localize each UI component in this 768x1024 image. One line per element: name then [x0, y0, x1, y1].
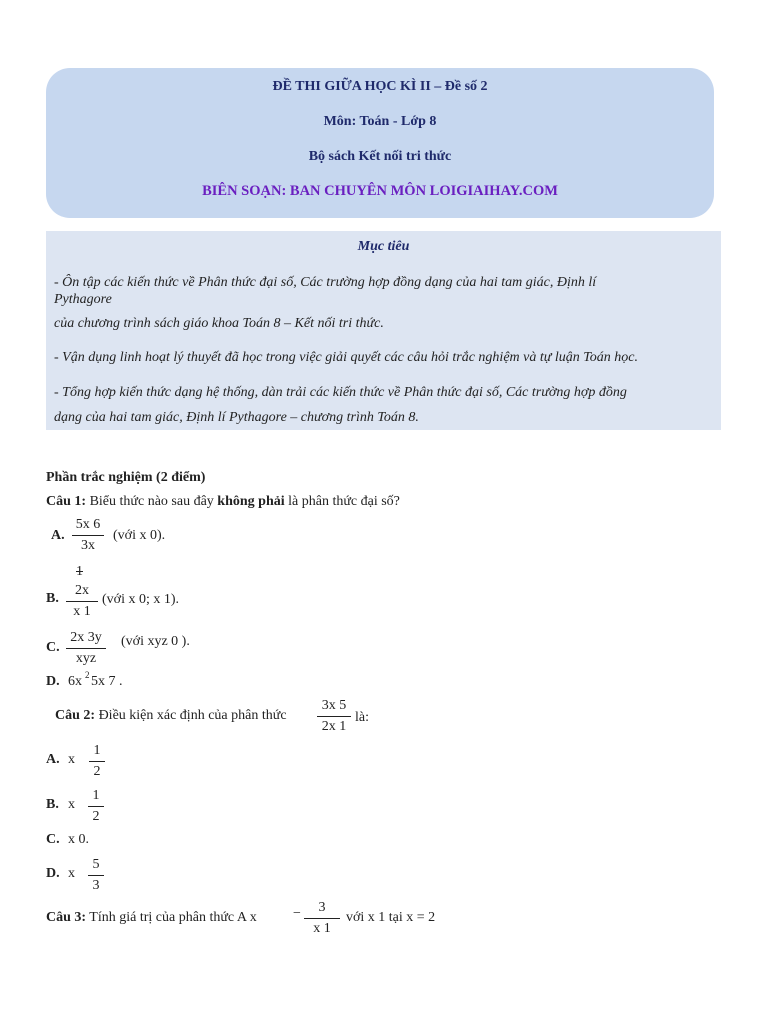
q1-b-den: x 1 [73, 604, 91, 619]
q1-label: Câu 1: [46, 494, 87, 509]
q2-a-num: 1 [93, 743, 101, 758]
fraction-bar [66, 601, 98, 602]
q1-d-expr: 6x [68, 674, 82, 689]
goal-3a: - Tổng hợp kiến thức dạng hệ thống, dàn trải các kiến thức về Phân thức đại số, Các trường hợp đồng [54, 385, 627, 400]
q1-a-fraction [72, 517, 104, 554]
q1-text-bold: không phải [217, 494, 285, 509]
q3-tail: với x 1 tại x = 2 [346, 910, 436, 925]
q2-d-fraction [88, 857, 104, 894]
q2-fraction [317, 698, 351, 735]
exam-subject: Môn: Toán - Lớp 8 [323, 114, 437, 129]
q1-c-fraction [66, 630, 106, 667]
q2-b-den: 2 [92, 809, 100, 824]
q2-d-den: 3 [92, 878, 100, 893]
fraction-bar [317, 716, 351, 717]
q1-c-letter: C. [46, 640, 60, 655]
q2-c-letter: C. [46, 832, 60, 847]
goal-1a: - Ôn tập các kiến thức về Phân thức đại số, Các trường hợp đồng dạng của hai tam giác, Định lí [54, 275, 597, 290]
exam-author: BIÊN SOẠN: BAN CHUYÊN MÔN LOIGIAIHAY.COM [202, 183, 558, 199]
q2-d-letter: D. [46, 866, 60, 881]
q1-d-exp: 2 [85, 670, 90, 680]
q1-a-num: 5x 6 [75, 517, 101, 532]
q1-d-rest: 5x 7 . [91, 674, 123, 689]
fraction-bar [89, 761, 105, 762]
q3-text [46, 910, 257, 926]
q3-den: x 1 [313, 921, 331, 936]
q1-text [46, 494, 400, 510]
q1-c-cond: (với xyz 0 ). [121, 634, 190, 649]
q2-num: 3x 5 [321, 698, 347, 713]
goals-title: Mục tiêu [357, 239, 410, 254]
q2-label: Câu 2: [55, 708, 96, 723]
q3-text-body: Tính giá trị của phân thức A x [86, 910, 257, 925]
q3-fraction [304, 900, 340, 937]
section-title: Phần trắc nghiệm (2 điểm) [46, 470, 206, 485]
goals-box [46, 231, 721, 430]
fraction-bar [66, 648, 106, 649]
q2-a-fraction [89, 743, 105, 780]
header-box [46, 68, 714, 218]
q1-c-num: 2x 3y [70, 630, 102, 645]
goal-1c: của chương trình sách giáo khoa Toán 8 – Kết nối tri thức. [54, 316, 384, 331]
fraction-bar [88, 806, 104, 807]
minus-sign: − [293, 906, 301, 921]
q2-text-body: Điều kiện xác định của phân thức [95, 708, 287, 723]
q1-b-letter: B. [46, 591, 59, 606]
q2-b-var: x [68, 797, 75, 812]
q1-b-top: 1 [76, 564, 83, 579]
q2-b-fraction [88, 788, 104, 825]
fraction-bar [72, 535, 104, 536]
goal-2: - Vận dụng linh hoạt lý thuyết đã học trong việc giải quyết các câu hỏi trắc nghiệm và tự luận Toán học. [54, 350, 638, 365]
q1-text-pre: Biểu thức nào sau đây [86, 494, 218, 509]
q1-d-letter: D. [46, 674, 60, 689]
goal-1b: Pythagore [54, 292, 112, 307]
q3-num: 3 [318, 900, 326, 915]
q2-text [55, 708, 287, 724]
q1-b-fraction [66, 583, 98, 620]
q2-b-letter: B. [46, 797, 59, 812]
q2-a-var: x [68, 752, 75, 767]
exam-title: ĐỀ THI GIỮA HỌC KÌ II – Đề số 2 [272, 79, 488, 94]
q2-d-var: x [68, 866, 75, 881]
q2-c-text: x 0. [68, 832, 89, 847]
q1-a-cond: (với x 0). [113, 528, 166, 543]
q2-den: 2x 1 [321, 719, 347, 734]
fraction-bar [304, 918, 340, 919]
q1-b-cond: (với x 0; x 1). [102, 592, 180, 607]
q1-b-num: 2x [75, 583, 89, 598]
q3-label: Câu 3: [46, 910, 87, 925]
q1-a-letter: A. [51, 528, 65, 543]
goal-3b: dạng của hai tam giác, Định lí Pythagore – chương trình Toán 8. [54, 410, 419, 425]
q1-text-post: là phân thức đại số? [284, 494, 400, 509]
q2-d-num: 5 [92, 857, 100, 872]
q2-tail: là: [355, 710, 369, 725]
q2-a-den: 2 [93, 764, 101, 779]
q2-b-num: 1 [92, 788, 100, 803]
q1-a-den: 3x [81, 538, 95, 553]
exam-book: Bộ sách Kết nối tri thức [308, 149, 452, 164]
fraction-bar [88, 875, 104, 876]
q2-a-letter: A. [46, 752, 60, 767]
q1-c-den: xyz [75, 651, 97, 666]
